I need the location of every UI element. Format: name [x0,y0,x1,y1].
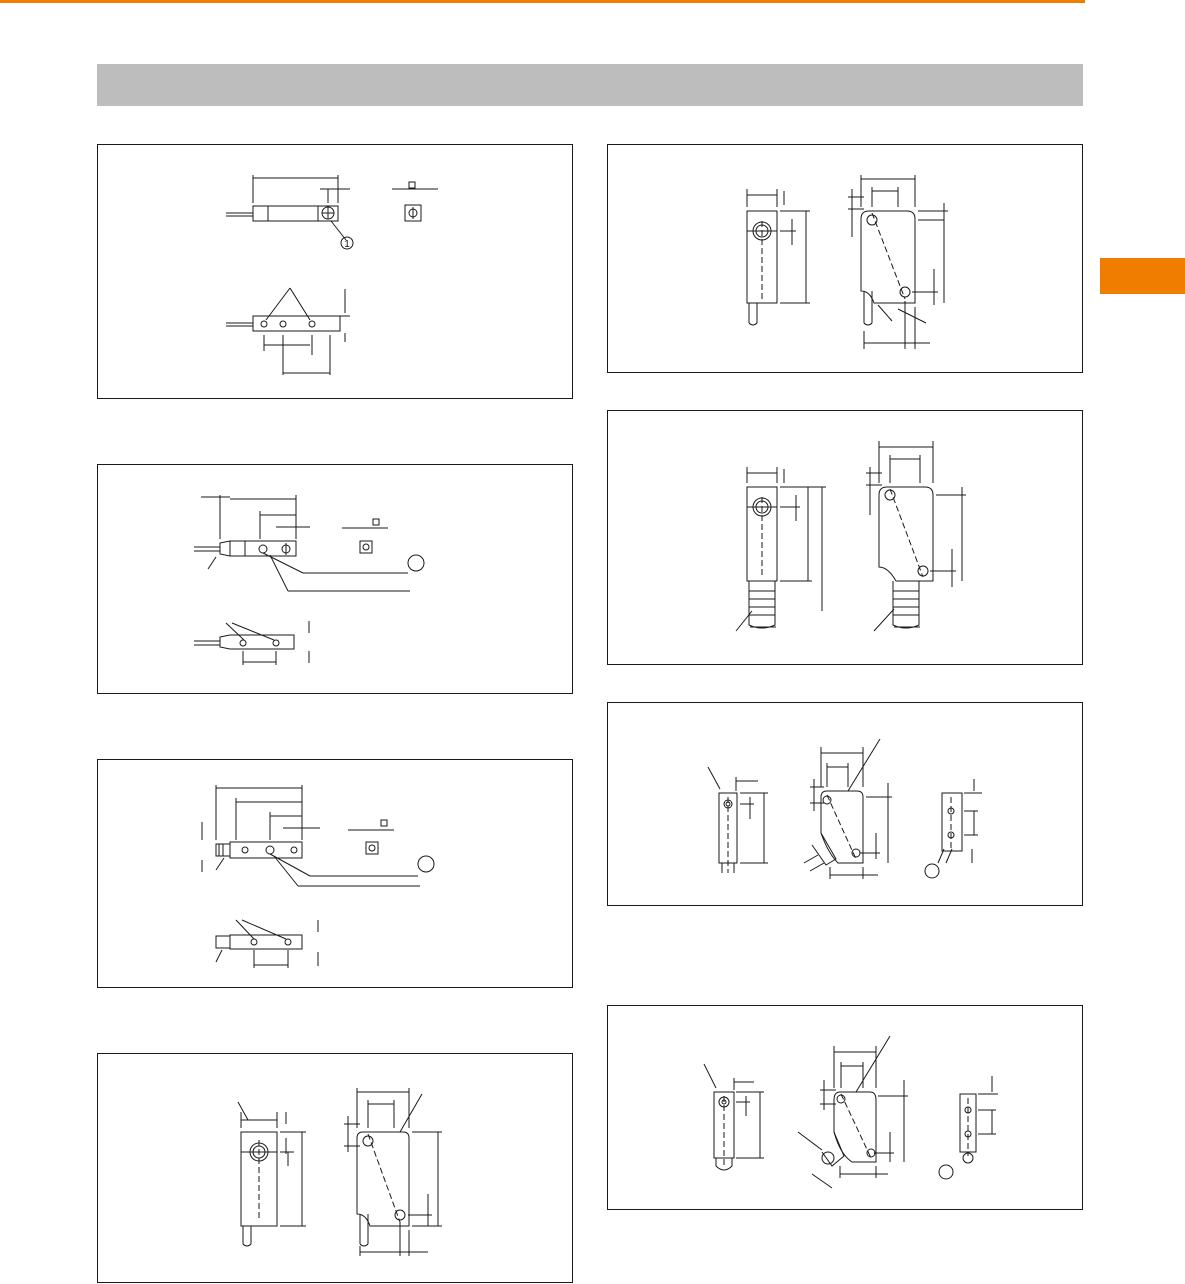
dimension-drawing [98,1054,574,1284]
drawing-panel-left-4 [97,1053,573,1283]
dimension-drawing [98,465,574,695]
drawing-panel-right-1 [607,144,1083,373]
drawing-panel-left-1 [97,144,573,399]
dimension-drawing [98,760,574,989]
callout-number: 1 [344,239,350,250]
dimension-drawing [608,145,1084,374]
chapter-side-tab [1100,258,1185,294]
section-header-band [97,64,1083,106]
top-accent-rule [0,0,1085,3]
dimension-drawing [608,411,1084,666]
drawing-panel-right-4 [607,1005,1083,1210]
drawing-panel-right-2 [607,410,1083,665]
drawing-panel-left-2 [97,464,573,694]
dimension-drawing [608,703,1084,907]
drawing-panel-left-3 [97,759,573,988]
dimension-drawing [608,1006,1084,1211]
dimension-drawing [98,145,574,400]
drawing-panel-right-3 [607,702,1083,906]
